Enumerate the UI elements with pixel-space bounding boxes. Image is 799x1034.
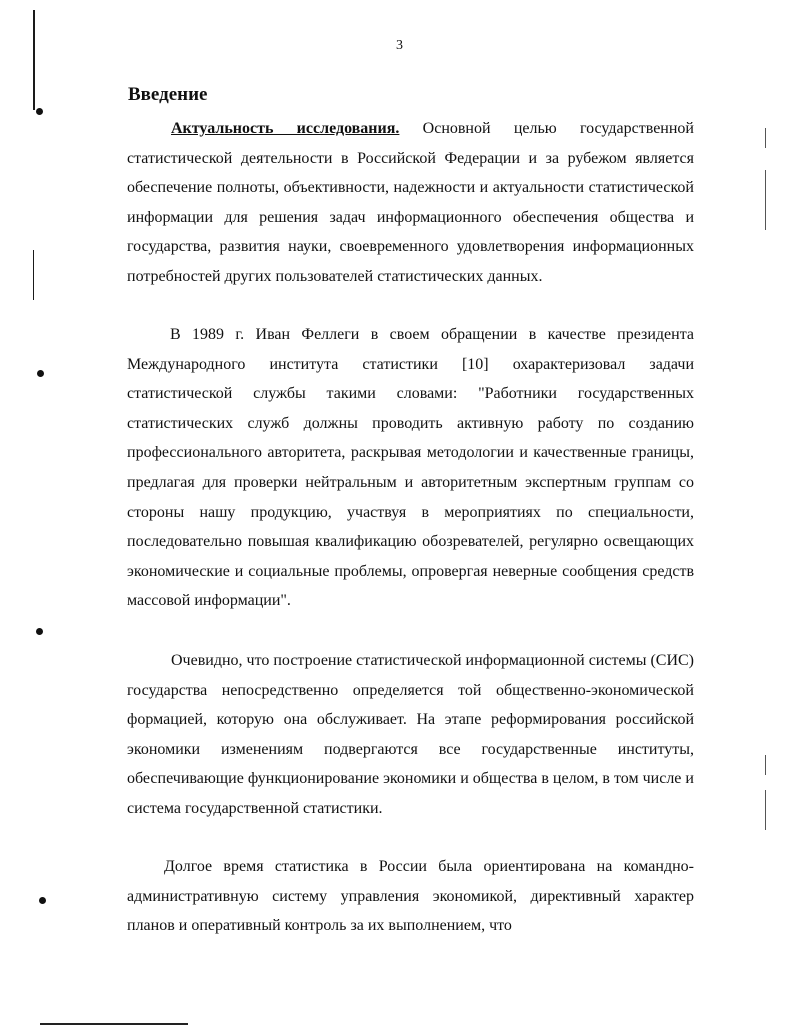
paragraph-fellegi: В 1989 г. Иван Феллеги в своем обращении в качестве президента Международного института статистики [10] охарактеризовал задачи статистической службы такими словами: "Работники государственных статистических служб должны проводить активную работу по созданию профессионального авторитета, раскрывая методологии и качественные границы, предлагая для проверки нейтральным и авторитетным экспертным группам со стороны нашу продукцию, участвуя в мероприятиях по специальности, последовательно повышая квалификацию обозревателей, регулярно освещающих экономические и социальные проблемы, опровергая неверные сообщения средств массовой информации". [127,326,694,610]
scan-margin-line [33,10,35,110]
scan-margin-line [765,755,766,775]
paragraph-sis: Очевидно, что построение статистической информационной системы (СИС) государства непосредственно определяется той общественно-экономической формацией, которую она обслуживает. На этапе реформирования российской экономики изменениям подвергаются все государственные институты, обеспечивающие функционирование экономики и общества в целом, в том числе и система государственной статистики. [127,652,694,817]
scan-speck [37,370,44,377]
scan-bottom-rule [40,1023,188,1025]
section-heading: Введение [128,84,208,105]
scan-speck [36,108,43,115]
paragraph-relevance [127,114,694,292]
scan-margin-line [765,128,766,148]
paragraph-lead: Актуальность исследования. [171,120,400,137]
scan-speck [39,897,46,904]
scan-margin-line [765,170,766,230]
paragraph-text: Основной целью государственной статистической деятельности в Российской Федерации и за рубежом является обеспечение полноты, объективности, надежности и актуальности статистической информации для решения задач информационного обеспечения общества и государства, развития науки, своевременного удовлетворения информационных потребностей других пользователей статистических данных. [127,120,694,285]
scan-margin-line [765,790,766,830]
scan-margin-line [33,250,34,300]
paragraph-history: Долгое время статистика в России была ориентирована на командно-административную систему управления экономикой, директивный характер планов и оперативный контроль за их выполнением, что [127,858,694,935]
page-number: 3 [396,38,403,53]
scan-speck [36,628,43,635]
